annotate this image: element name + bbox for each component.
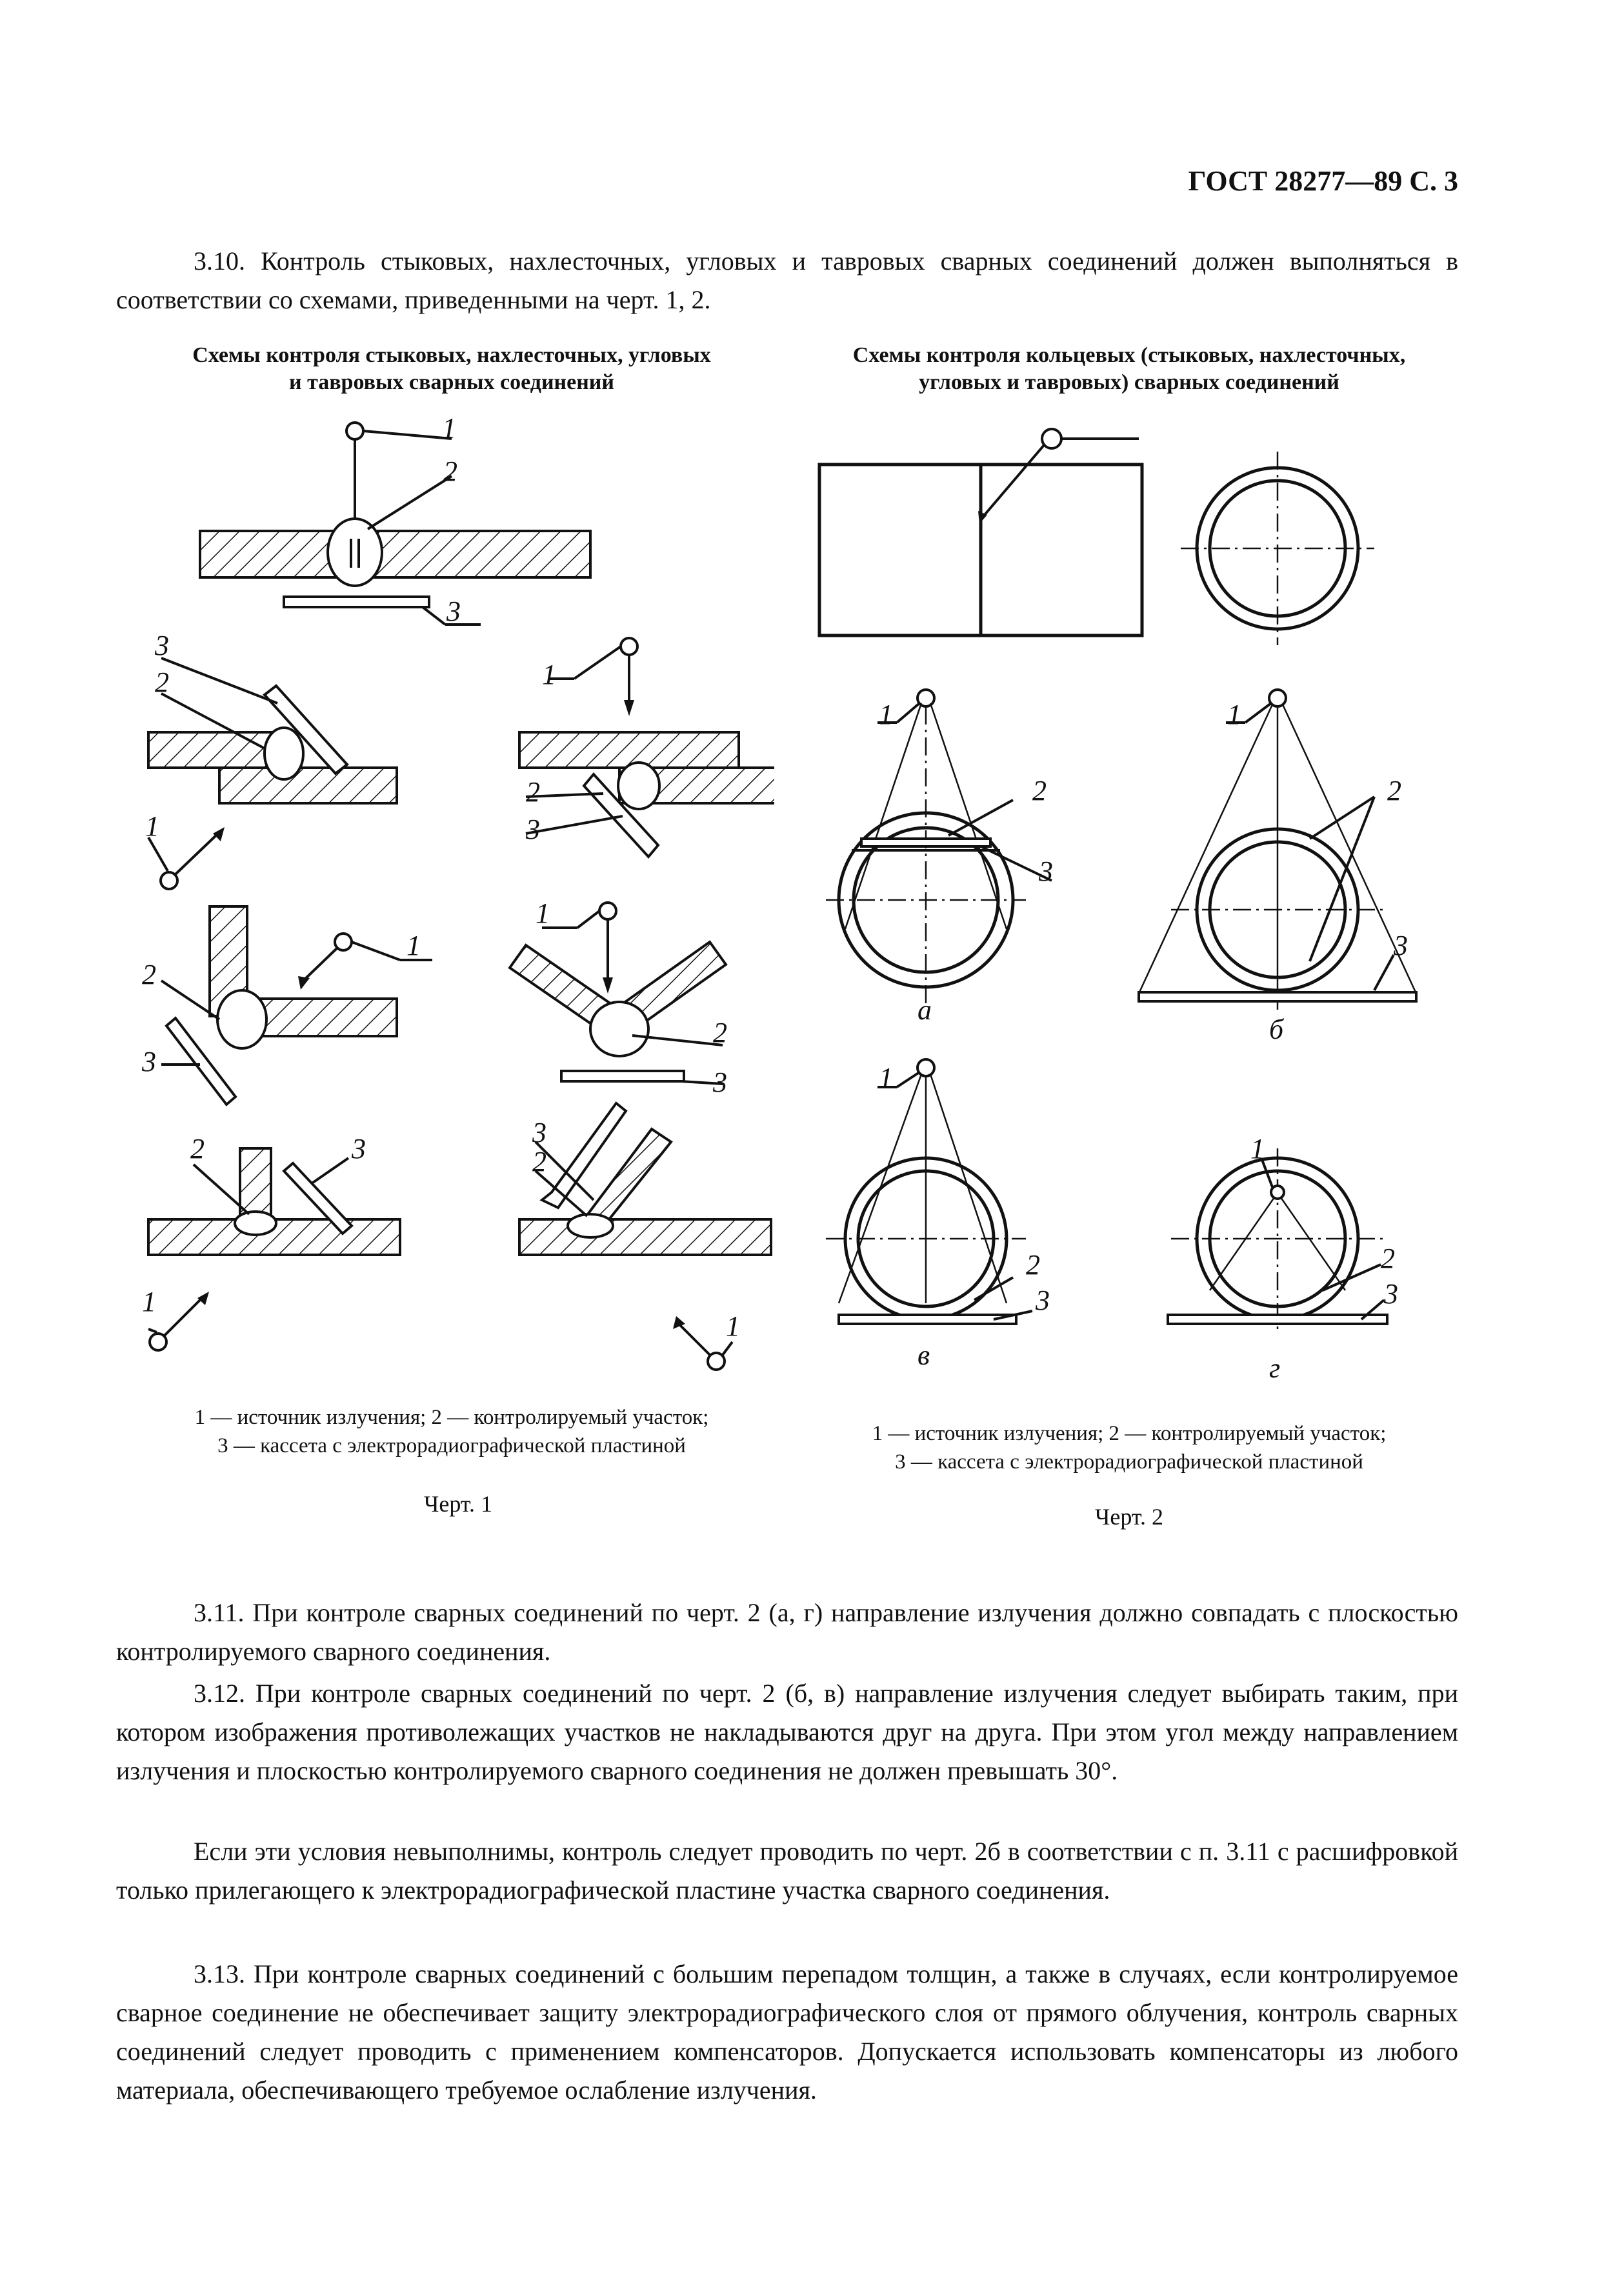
svg-text:3: 3	[142, 1046, 156, 1077]
svg-text:2: 2	[1032, 775, 1047, 806]
figure1-caption: Схемы контроля стыковых, нахлесточных, угловых и тавровых сварных соединений	[192, 343, 711, 394]
svg-text:1: 1	[536, 897, 550, 929]
page-header: ГОСТ 28277—89 С. 3	[1188, 165, 1458, 197]
sublabel-g: г	[1269, 1352, 1281, 1384]
sublabel-a: а	[917, 994, 932, 1026]
svg-text:3: 3	[155, 630, 169, 661]
svg-text:2: 2	[1026, 1249, 1040, 1281]
scheme-v-joint	[510, 897, 727, 1098]
svg-text:1: 1	[406, 930, 421, 961]
svg-text:1: 1	[1227, 699, 1241, 730]
scheme-lap-right	[519, 638, 774, 857]
svg-text:3: 3	[1394, 930, 1408, 961]
svg-text:2: 2	[532, 1146, 546, 1177]
paragraph-3-12-cont: Если эти условия невыполнимы, контроль следует проводить по черт. 2б в соответствии с п. 3.11 с расшифровкой только прилегающего к электрорадиографической пластине участка сварного соединения.	[116, 1837, 1458, 1905]
svg-text:3: 3	[1036, 1285, 1050, 1316]
figure1-label: Черт. 1	[424, 1491, 492, 1517]
svg-text:2: 2	[155, 666, 169, 698]
figure1-drawing	[129, 400, 774, 1394]
scheme-lap-left	[145, 630, 397, 889]
sublabel-b: б	[1269, 1014, 1284, 1045]
sublabel-v: в	[917, 1339, 930, 1371]
label-2: 2	[443, 455, 457, 487]
paragraph-3-13: 3.13. При контроле сварных соединений с большим перепадом толщин, а также в случаях, если контролируемое сварное соединение не обеспечивает защиту электрорадиографического слоя от прямого облучения, контроль сварных соединений следует проводить с применением компенсаторов. Допускается использовать компенсаторы из любого материала, обеспечивающего требуемое ослабление излучения.	[116, 1959, 1458, 2105]
figure2-drawing	[781, 400, 1478, 1406]
scheme-b	[1139, 690, 1416, 1045]
paragraph-3-12: 3.12. При контроле сварных соединений по черт. 2 (б, в) направление излучения следует выбирать таким, при котором изображения противолежащих участков не накладываются друг на друга. При этом угол между направлением излучения и плоскостью контролируемого сварного соединения не должен превышать 30°.	[116, 1679, 1458, 1785]
scheme-v	[826, 1059, 1050, 1371]
svg-text:3: 3	[532, 1117, 546, 1148]
label-1: 1	[442, 412, 456, 444]
svg-text:1: 1	[726, 1310, 740, 1342]
pipe-cross-section	[1181, 452, 1374, 645]
svg-text:3: 3	[1384, 1278, 1398, 1310]
svg-text:3: 3	[713, 1066, 727, 1098]
figure2-legend: 1 — источник излучения; 2 — контролируемый участок; 3 — кассета с электрорадиографической пластиной	[872, 1422, 1387, 1474]
svg-text:2: 2	[1381, 1243, 1395, 1274]
scheme-corner-joint	[141, 906, 432, 1105]
paragraph-3-10: 3.10. Контроль стыковых, нахлесточных, угловых и тавровых сварных соединений должен выполняться в соответствии со схемами, приведенными на черт. 1, 2.	[116, 246, 1458, 314]
svg-text:2: 2	[142, 959, 156, 990]
figure2-caption: Схемы контроля кольцевых (стыковых, нахлесточных, угловых и тавровых) сварных соединений	[852, 343, 1406, 394]
svg-text:2: 2	[713, 1017, 727, 1048]
svg-text:1: 1	[142, 1286, 156, 1317]
svg-text:1: 1	[542, 659, 556, 690]
svg-text:3: 3	[352, 1133, 366, 1165]
svg-text:2: 2	[190, 1133, 205, 1165]
svg-text:2: 2	[1387, 775, 1401, 806]
scheme-t-joint-left	[142, 1133, 400, 1350]
label-3: 3	[446, 595, 461, 627]
scheme-g	[1168, 1133, 1398, 1384]
figure1-legend: 1 — источник излучения; 2 — контролируемый участок; 3 — кассета с электрорадиографической пластиной	[194, 1406, 709, 1457]
scheme-t-joint-right	[519, 1103, 771, 1370]
svg-text:1: 1	[1250, 1133, 1265, 1165]
svg-text:1: 1	[879, 1062, 893, 1094]
paragraph-3-11: 3.11. При контроле сварных соединений по черт. 2 (а, г) направление излучения должно совпадать с плоскостью контролируемого сварного соединения.	[116, 1598, 1458, 1666]
svg-text:1: 1	[879, 699, 893, 730]
svg-text:1: 1	[145, 810, 159, 842]
figure2-label: Черт. 2	[1095, 1504, 1163, 1530]
scheme-butt-joint	[200, 412, 590, 627]
svg-text:2: 2	[526, 776, 540, 808]
pipe-side-view	[819, 429, 1142, 635]
svg-text:3: 3	[1039, 855, 1053, 887]
svg-text:3: 3	[526, 814, 540, 845]
scheme-a	[826, 690, 1053, 1026]
